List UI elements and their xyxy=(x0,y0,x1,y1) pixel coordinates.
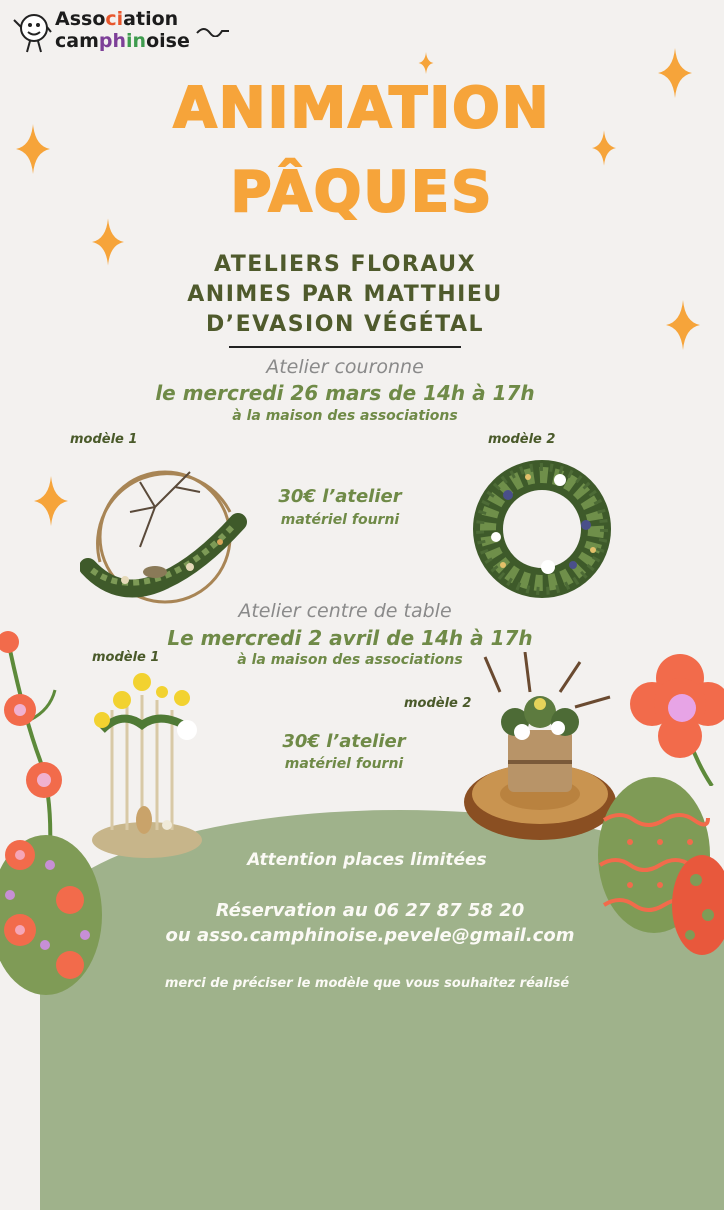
green-wreath-image xyxy=(468,455,616,605)
atelier2-name: Atelier centre de table xyxy=(238,600,452,622)
atelier2-material: matériel fourni xyxy=(284,756,404,772)
subtitle-line-3: D’EVASION VÉGÉTAL xyxy=(206,312,484,337)
atelier1-name: Atelier couronne xyxy=(266,356,424,378)
left-flowers-decoration-icon xyxy=(0,630,70,850)
reservation-email[interactable]: ou asso.camphinoise.pevele@gmail.com xyxy=(165,925,575,946)
atelier1-material: matériel fourni xyxy=(280,512,400,528)
subtitle-line-2: ANIMES PAR MATTHIEU xyxy=(187,282,503,307)
right-flower-decoration-icon xyxy=(622,646,724,786)
atelier1-place: à la maison des associations xyxy=(232,408,458,424)
subtitle-line-1: ATELIERS FLORAUX xyxy=(213,252,477,277)
atelier2-date: Le mercredi 2 avril de 14h à 17h xyxy=(167,626,533,650)
logo-squiggle-icon xyxy=(196,22,230,41)
atelier1-model2-label: modèle 2 xyxy=(488,432,556,447)
footer-note: merci de préciser le modèle que vous souhaitez réalisé xyxy=(164,976,570,991)
association-logo: Association camphinoise xyxy=(55,8,190,52)
title-line-2: PÂQUES xyxy=(230,160,494,225)
hoop-wreath-image xyxy=(80,452,250,604)
atelier1-model1-label: modèle 1 xyxy=(70,432,138,447)
reservation-phone: Réservation au 06 27 87 58 20 xyxy=(215,900,525,921)
logo-mascot-icon xyxy=(12,10,52,54)
atelier2-price: 30€ l’atelier xyxy=(282,731,406,752)
sparkle-icon xyxy=(418,52,434,74)
divider xyxy=(229,346,461,348)
atelier2-model1-label: modèle 1 xyxy=(92,650,160,665)
attention-text: Attention places limitées xyxy=(247,850,487,870)
atelier1-date: le mercredi 26 mars de 14h à 17h xyxy=(155,381,535,405)
title-line-1: ANIMATION xyxy=(173,76,551,141)
atelier2-model2-label: modèle 2 xyxy=(404,696,472,711)
atelier1-price: 30€ l’atelier xyxy=(278,486,402,507)
sparkle-icon xyxy=(34,476,68,526)
atelier2-place: à la maison des associations xyxy=(237,652,463,668)
